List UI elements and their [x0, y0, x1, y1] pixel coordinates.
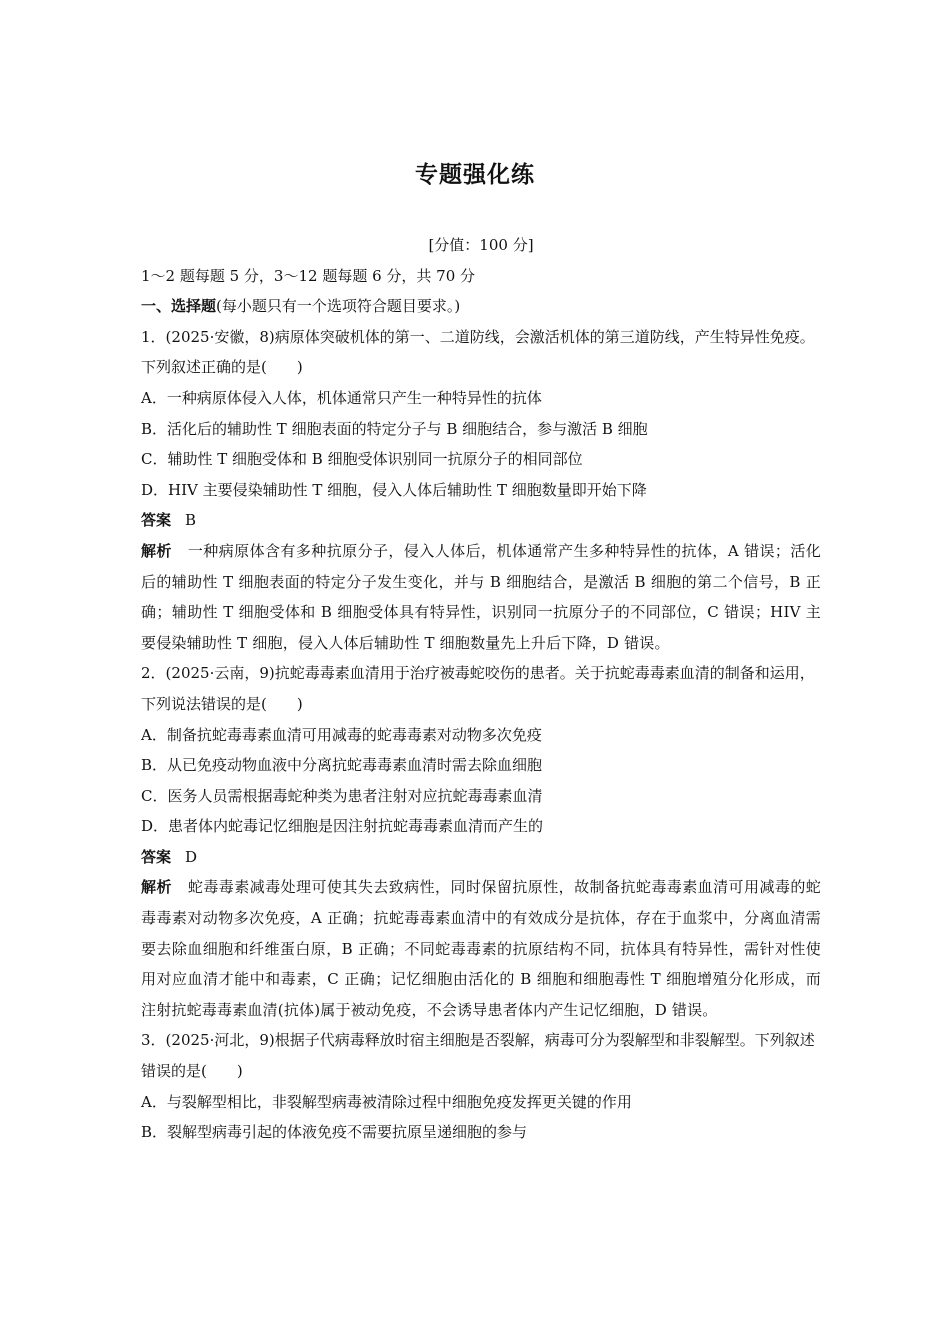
section-note: (每小题只有一个选项符合题目要求。)	[216, 297, 461, 316]
option-b: B．从已免疫动物血液中分离抗蛇毒毒素血清时需去除血细胞	[141, 756, 543, 775]
answer-label: 答案	[141, 847, 172, 866]
option-b: B．活化后的辅助性 T 细胞表面的特定分子与 B 细胞结合，参与激活 B 细胞	[141, 419, 648, 438]
option-c: C．辅助性 T 细胞受体和 B 细胞受体识别同一抗原分子的相同部位	[141, 450, 583, 469]
option-b: B．裂解型病毒引起的体液免疫不需要抗原呈递细胞的参与	[141, 1123, 528, 1142]
explanation	[141, 872, 821, 1025]
option-c: C．医务人员需根据毒蛇种类为患者注射对应抗蛇毒毒素血清	[141, 786, 543, 805]
option-a: A．制备抗蛇毒毒素血清可用减毒的蛇毒毒素对动物多次免疫	[141, 725, 542, 744]
score-info: [分值：100 分]	[428, 236, 534, 254]
answer-value: B	[185, 511, 197, 530]
section-heading	[141, 291, 821, 322]
answer-line	[141, 842, 821, 873]
answer-line	[141, 505, 821, 536]
explanation-label: 解析	[141, 878, 172, 897]
section-title: 一、选择题	[141, 297, 217, 316]
option-a: A．与裂解型相比，非裂解型病毒被清除过程中细胞免疫发挥更关键的作用	[141, 1092, 632, 1111]
explanation-text: 一种病原体含有多种抗原分子，侵入人体后，机体通常产生多种特异性的抗体，A 错误；活化后的辅助性 T 细胞表面的特定分子发生变化，并与 B 细胞结合，是激活 B 细胞的第二个信号，B 正确；辅助性 T 细胞受体和 B 细胞受体具有特异性，识别同一抗原分子的不同部位，C 错误；HIV 主要侵染辅助性 T 细胞，侵入人体后辅助性 T 细胞数量先上升后下降，D 错误。	[141, 541, 821, 652]
page-title: 专题强化练	[415, 162, 535, 188]
option-d: D．HIV 主要侵染辅助性 T 细胞，侵入人体后辅助性 T 细胞数量即开始下降	[141, 480, 647, 499]
question-stem: 1．(2025·安徽，8)病原体突破机体的第一、二道防线，会激活机体的第三道防线，产生特异性免疫。下列叙述正确的是( )	[141, 327, 815, 377]
option-a: A．一种病原体侵入人体，机体通常只产生一种特异性的抗体	[141, 388, 542, 407]
explanation-text: 蛇毒毒素减毒处理可使其失去致病性，同时保留抗原性，故制备抗蛇毒毒素血清可用减毒的蛇毒毒素对动物多次免疫，A 正确；抗蛇毒毒素血清中的有效成分是抗体，存在于血浆中，分离血清需要去除血细胞和纤维蛋白原，B 正确；不同蛇毒毒素的抗原结构不同，抗体具有特异性，需针对性使用对应血清才能中和毒素，C 正确；记忆细胞由活化的 B 细胞和细胞毒性 T 细胞增殖分化形成，而注射抗蛇毒毒素血清(抗体)属于被动免疫，不会诱导患者体内产生记忆细胞，D 错误。	[141, 878, 821, 1019]
explanation	[141, 536, 821, 658]
answer-label: 答案	[141, 511, 172, 530]
document-body	[141, 230, 821, 1148]
question-stem: 3．(2025·河北，9)根据子代病毒释放时宿主细胞是否裂解，病毒可分为裂解型和非裂解型。下列叙述错误的是( )	[141, 1031, 815, 1081]
scoring-rule: 1～2 题每题 5 分，3～12 题每题 6 分，共 70 分	[141, 266, 476, 285]
question-stem: 2．(2025·云南，9)抗蛇毒毒素血清用于治疗被毒蛇咬伤的患者。关于抗蛇毒毒素血清的制备和运用，下列说法错误的是( )	[141, 664, 815, 713]
answer-value: D	[185, 847, 198, 866]
option-d: D．患者体内蛇毒记忆细胞是因注射抗蛇毒毒素血清而产生的	[141, 817, 544, 836]
explanation-label: 解析	[141, 541, 172, 560]
